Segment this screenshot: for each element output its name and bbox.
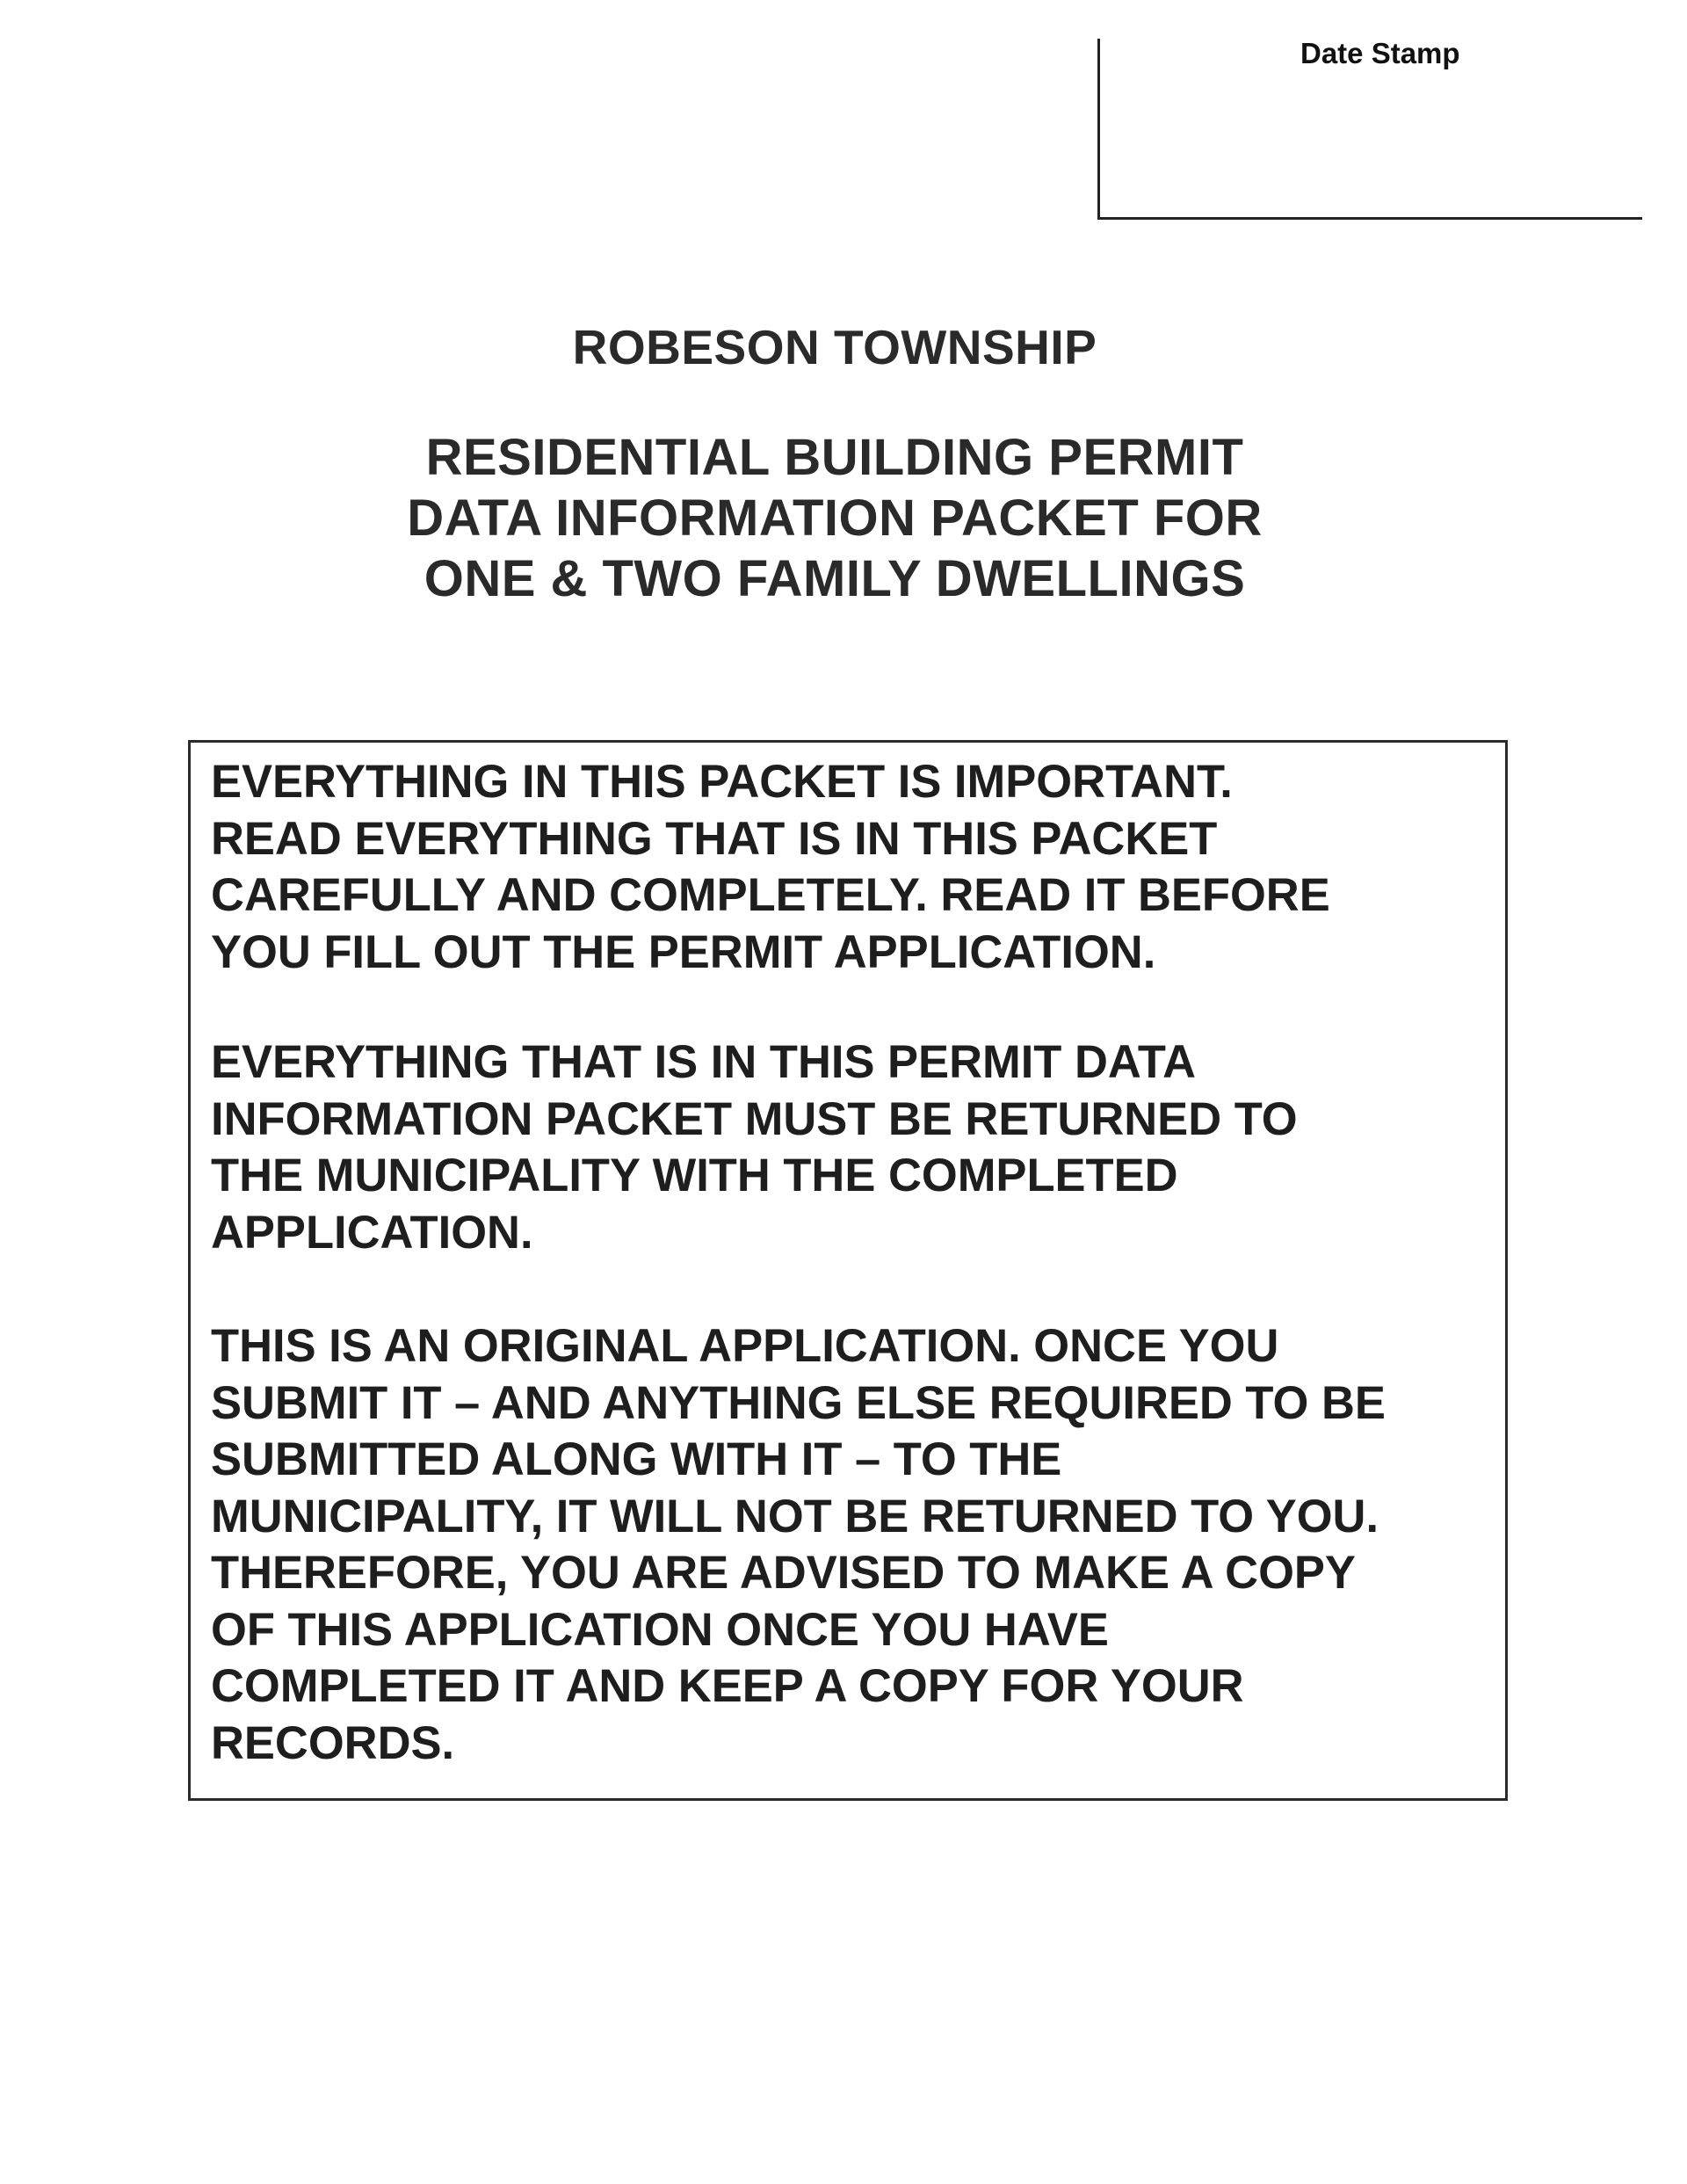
- notice-line: SUBMITTED ALONG WITH IT – TO THE: [211, 1433, 1062, 1485]
- date-stamp-box-left-border: [1097, 39, 1100, 219]
- notice-line: THE MUNICIPALITY WITH THE COMPLETED: [211, 1150, 1178, 1201]
- notice-paragraph-original: [211, 1318, 1386, 1772]
- document-title-line: ONE & TWO FAMILY DWELLINGS: [424, 550, 1246, 607]
- notice-line: CAREFULLY AND COMPLETELY. READ IT BEFORE: [211, 869, 1330, 921]
- document-title-line: RESIDENTIAL BUILDING PERMIT: [425, 429, 1244, 486]
- notice-line: SUBMIT IT – AND ANYTHING ELSE REQUIRED TO BE: [211, 1376, 1386, 1429]
- notice-line: EVERYTHING THAT IS IN THIS PERMIT DATA: [211, 1036, 1196, 1088]
- date-stamp-label: Date Stamp: [1300, 37, 1460, 69]
- notice-line: MUNICIPALITY, IT WILL NOT BE RETURNED TO YOU.: [211, 1490, 1379, 1542]
- notice-paragraph-return: [211, 1034, 1298, 1261]
- document-title: [0, 427, 1669, 609]
- notice-line: OF THIS APPLICATION ONCE YOU HAVE: [211, 1603, 1109, 1656]
- notice-line: RECORDS.: [211, 1716, 455, 1769]
- date-stamp-box-bottom-border: [1097, 217, 1642, 220]
- notice-line: APPLICATION.: [211, 1206, 533, 1259]
- document-title-line: DATA INFORMATION PACKET FOR: [407, 490, 1263, 547]
- notice-line: INFORMATION PACKET MUST BE RETURNED TO: [211, 1092, 1298, 1145]
- notice-line: READ EVERYTHING THAT IS IN THIS PACKET: [211, 812, 1218, 865]
- notice-paragraph-importance: [211, 754, 1330, 981]
- notice-line: THIS IS AN ORIGINAL APPLICATION. ONCE YOU: [211, 1320, 1279, 1372]
- organization-title: ROBESON TOWNSHIP: [572, 320, 1097, 374]
- notice-line: COMPLETED IT AND KEEP A COPY FOR YOUR: [211, 1660, 1244, 1712]
- notice-line: EVERYTHING IN THIS PACKET IS IMPORTANT.: [211, 756, 1233, 808]
- notice-line: THEREFORE, YOU ARE ADVISED TO MAKE A COPY: [211, 1547, 1356, 1599]
- notice-line: YOU FILL OUT THE PERMIT APPLICATION.: [211, 925, 1156, 978]
